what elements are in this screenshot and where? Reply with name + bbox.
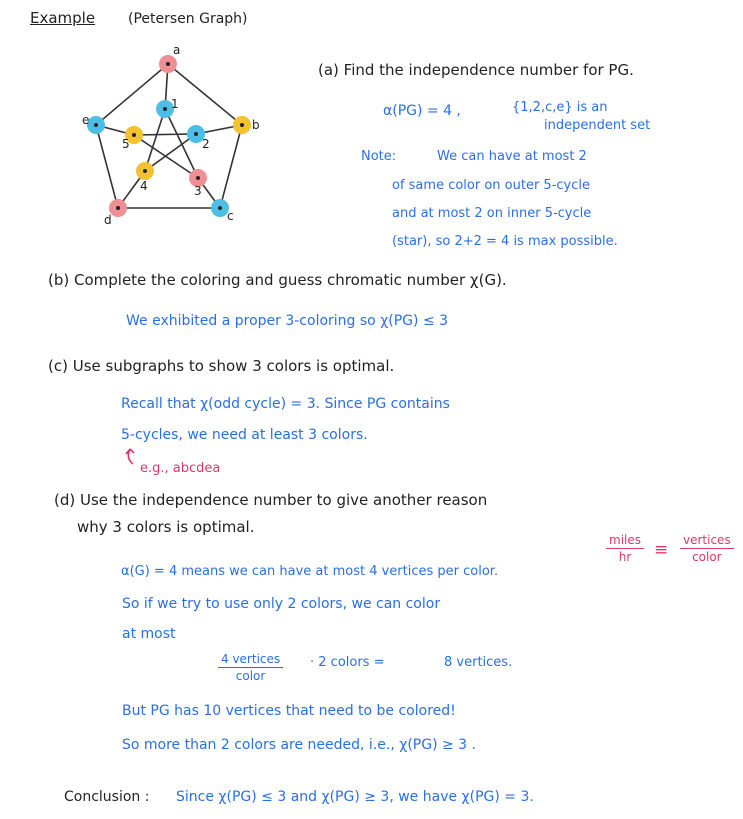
vertex-label-1: 1 — [171, 97, 179, 111]
part-d-line5: So more than 2 colors are needed, i.e., χ(PG) ≥ 3 . — [122, 737, 476, 753]
part-c-answer2: 5-cycles, we need at least 3 colors. — [121, 427, 368, 443]
part-a-alpha: α(PG) = 4 , — [383, 103, 461, 119]
arrow-icon — [124, 446, 140, 466]
part-b-question: (b) Complete the coloring and guess chromatic number χ(G). — [48, 271, 507, 289]
units-equiv: ≡ — [654, 540, 669, 560]
part-d-question2: why 3 colors is optimal. — [77, 518, 255, 536]
vertex-label-5: 5 — [122, 137, 130, 151]
per-color-den: color — [235, 669, 266, 683]
part-a-question: (a) Find the independence number for PG. — [318, 61, 634, 79]
part-d-line4: But PG has 10 vertices that need to be colored! — [122, 703, 456, 719]
vertex-label-4: 4 — [140, 179, 148, 193]
conclusion-text: Since χ(PG) ≤ 3 and χ(PG) ≥ 3, we have χ(PG) = 3. — [176, 789, 534, 805]
part-a-note1: We can have at most 2 — [437, 149, 587, 164]
part-a-note2: of same color on outer 5-cycle — [392, 178, 590, 193]
per-color-num: 4 vertices — [218, 652, 283, 668]
units-left-den: hr — [618, 550, 632, 564]
part-d-line2: So if we try to use only 2 colors, we can color — [122, 596, 441, 612]
part-a-set: {1,2,c,e} is an — [512, 100, 608, 115]
part-d-line3: at most — [122, 626, 176, 642]
part-a-set2: independent set — [544, 118, 651, 133]
units-left-num: miles — [606, 533, 644, 549]
units-right-num: vertices — [680, 533, 734, 549]
graph-edges — [96, 64, 242, 208]
outer-cycle-edges — [96, 64, 242, 208]
units-left-fraction — [606, 533, 644, 564]
part-a-note4: (star), so 2+2 = 4 is max possible. — [392, 234, 618, 249]
part-c-question: (c) Use subgraphs to show 3 colors is optimal. — [48, 357, 395, 375]
vertex-label-e: e — [82, 113, 90, 127]
part-a-note-label: Note: — [361, 149, 397, 164]
vertex-label-c: c — [227, 209, 234, 223]
vertex-label-2: 2 — [202, 137, 210, 151]
units-right-den: color — [692, 550, 722, 564]
part-c-example: e.g., abcdea — [140, 461, 221, 476]
part-d-question1: (d) Use the independence number to give another reason — [54, 491, 488, 509]
page-subtitle: (Petersen Graph) — [128, 11, 248, 27]
vertices-result: 8 vertices. — [444, 655, 513, 670]
vertex-label-3: 3 — [194, 184, 202, 198]
units-right-fraction — [680, 533, 734, 564]
per-color-fraction — [218, 652, 283, 683]
vertex-label-a: a — [173, 43, 181, 57]
part-c-answer1: Recall that χ(odd cycle) = 3. Since PG contains — [121, 396, 450, 412]
vertex-label-d: d — [104, 213, 112, 227]
part-b-answer: We exhibited a proper 3-coloring so χ(PG) ≤ 3 — [126, 313, 449, 329]
page-title: Example — [30, 9, 96, 27]
petersen-graph — [70, 40, 300, 230]
vertex-label-b: b — [252, 118, 260, 132]
part-a-note3: and at most 2 on inner 5-cycle — [392, 206, 592, 221]
conclusion-label: Conclusion : — [64, 789, 150, 805]
part-d-line1: α(G) = 4 means we can have at most 4 vertices per color. — [121, 564, 499, 579]
times-colors: · 2 colors = — [310, 655, 385, 670]
